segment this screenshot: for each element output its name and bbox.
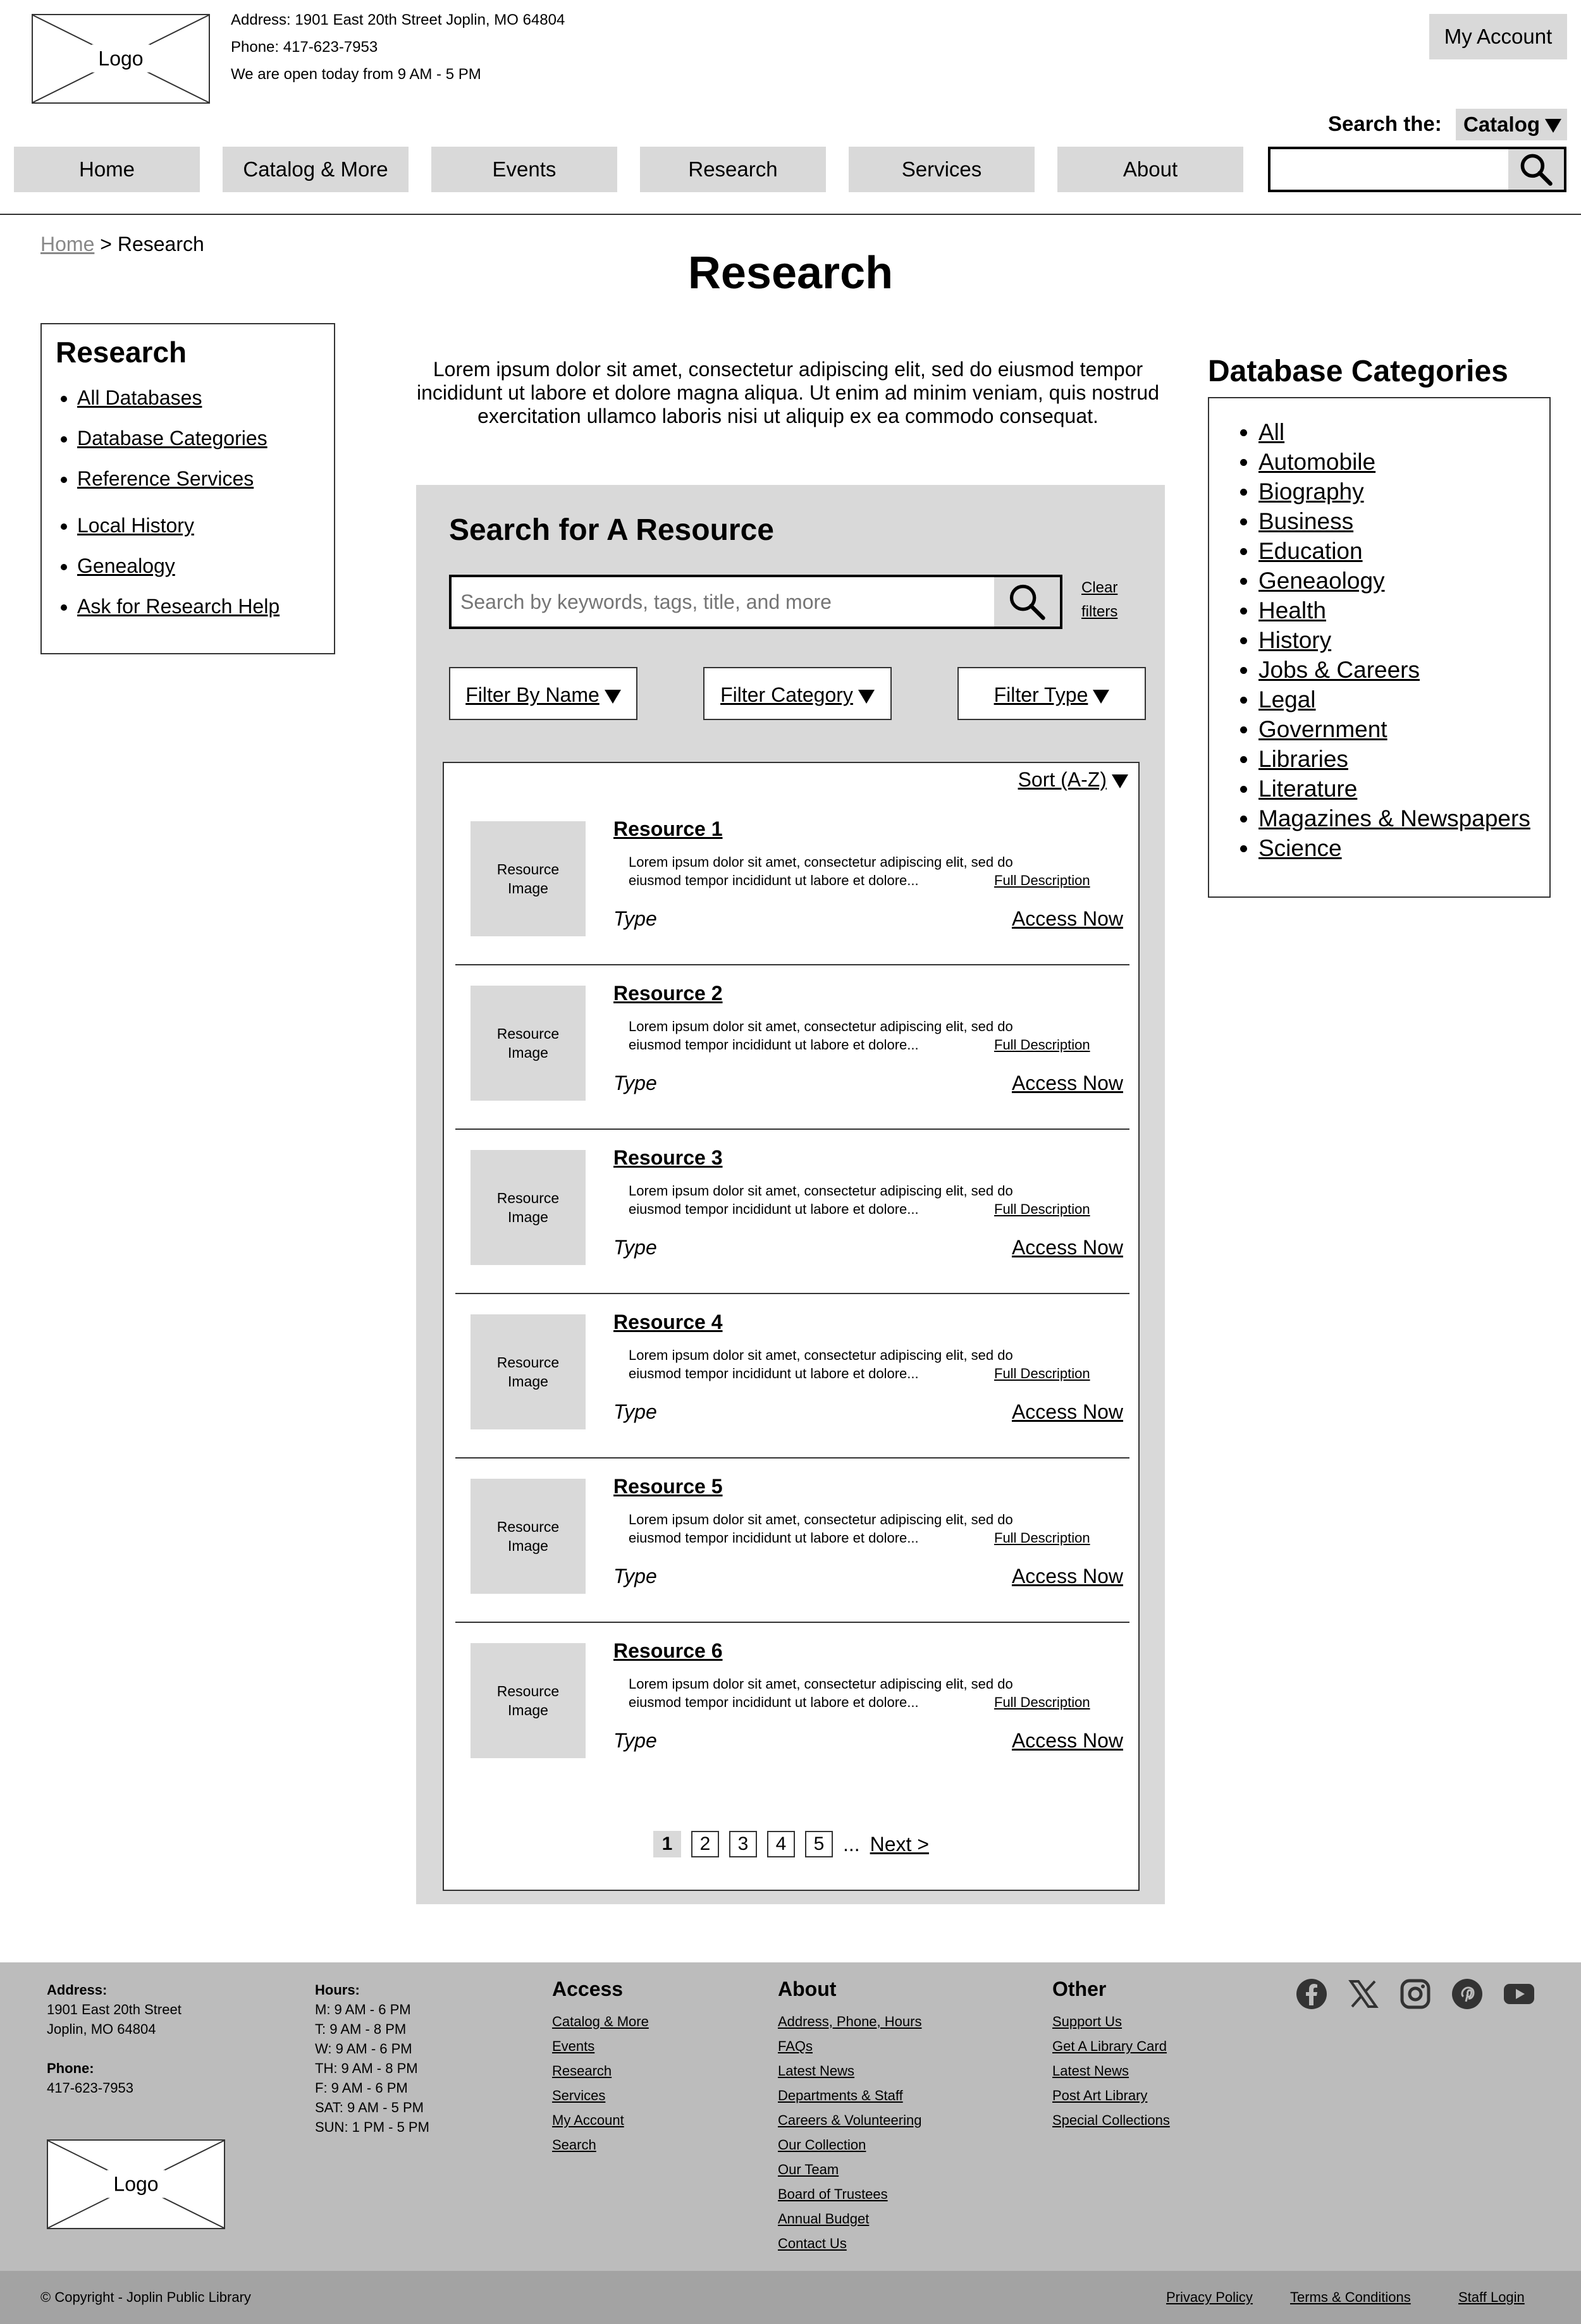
footer-other-links <box>1052 2009 1170 2132</box>
footer-about-title: About <box>778 1978 837 2000</box>
resource-title[interactable]: Resource 1 <box>613 817 723 840</box>
categories-list <box>1236 417 1530 863</box>
footer-hours-row: TH: 9 AM - 8 PM <box>315 2060 418 2076</box>
footer-about-link[interactable]: Annual Budget <box>778 2211 870 2227</box>
search-panel-title: Search for A Resource <box>449 513 774 547</box>
footer-about-link[interactable]: Careers & Volunteering <box>778 2112 922 2128</box>
footer <box>0 1962 1581 2271</box>
resource-type: Type <box>613 907 657 930</box>
resource-desc-line2: eiusmod tempor incididunt ut labore et dolore... <box>629 1366 919 1381</box>
category-link[interactable]: Libraries <box>1258 746 1348 772</box>
category-link[interactable]: Jobs & Careers <box>1258 657 1420 683</box>
header-contact-info <box>231 6 565 88</box>
footer-hours-row: T: 9 AM - 8 PM <box>315 2021 407 2037</box>
footer-about-link[interactable]: Departments & Staff <box>778 2088 903 2103</box>
resource-image-label-1: Resource <box>496 1519 560 1535</box>
sidebar-item-database-categories[interactable]: Database Categories <box>77 427 268 450</box>
clear-filters-line2: filters <box>1081 603 1118 620</box>
x-icon[interactable] <box>1347 1978 1380 2010</box>
resource-desc-line1: Lorem ipsum dolor sit amet, consectetur adipiscing elit, sed do <box>629 854 1013 870</box>
sidebar-item-ask-research-help[interactable]: Ask for Research Help <box>77 595 280 618</box>
access-now-link[interactable]: Access Now <box>1011 1072 1123 1094</box>
category-item <box>1258 447 1530 477</box>
category-link[interactable]: Legal <box>1258 687 1316 712</box>
nav-events[interactable]: Events <box>431 147 617 192</box>
resource-results-list <box>443 762 1140 1891</box>
category-link[interactable]: Health <box>1258 597 1326 623</box>
resource-row <box>444 965 1138 1130</box>
resource-search-input[interactable] <box>452 577 995 627</box>
footer-access-link[interactable]: Research <box>552 2063 612 2079</box>
category-item <box>1258 655 1530 685</box>
header-search-box <box>1268 147 1566 192</box>
footer-address-block <box>47 1980 181 2098</box>
sidebar-item-genealogy[interactable]: Genealogy <box>77 554 175 577</box>
category-link[interactable]: Automobile <box>1258 449 1376 475</box>
footer-phone: 417-623-7953 <box>47 2080 134 2096</box>
pinterest-icon[interactable] <box>1451 1978 1484 2010</box>
resource-search-button[interactable] <box>994 577 1060 627</box>
resource-title[interactable]: Resource 2 <box>613 982 723 1005</box>
footer-hours-block <box>315 1980 429 2137</box>
resource-title[interactable]: Resource 6 <box>613 1639 723 1662</box>
resource-desc-line2: eiusmod tempor incididunt ut labore et dolore... <box>629 1201 919 1217</box>
page-3[interactable]: 3 <box>729 1831 757 1857</box>
category-link[interactable]: Business <box>1258 508 1354 534</box>
pagination-ellipsis: ... <box>842 1832 860 1856</box>
access-now-link[interactable]: Access Now <box>1011 1400 1123 1423</box>
header-logo[interactable] <box>32 14 210 104</box>
category-link[interactable]: Government <box>1258 716 1387 742</box>
filter-category-label: Filter Category <box>720 683 853 706</box>
resource-search-panel <box>416 485 1165 1904</box>
resource-image <box>471 1479 586 1594</box>
category-item <box>1258 804 1530 833</box>
category-item <box>1258 685 1530 714</box>
footer-other-link[interactable]: Support Us <box>1052 2014 1123 2029</box>
resource-type: Type <box>613 1565 657 1587</box>
resource-row <box>444 1459 1138 1623</box>
footer-other-link[interactable]: Special Collections <box>1052 2112 1170 2128</box>
resource-desc-line1: Lorem ipsum dolor sit amet, consectetur adipiscing elit, sed do <box>629 1676 1013 1692</box>
resource-desc-line1: Lorem ipsum dolor sit amet, consectetur adipiscing elit, sed do <box>629 1018 1013 1034</box>
nav-research[interactable]: Research <box>640 147 826 192</box>
header-hours: We are open today from 9 AM - 5 PM <box>231 66 481 83</box>
resource-description <box>629 853 1097 890</box>
header-address: Address: 1901 East 20th Street Joplin, MO 64804 <box>231 11 565 28</box>
search-scope-value: Catalog <box>1463 113 1541 136</box>
resource-image-label-2: Image <box>508 1373 548 1390</box>
footer-access-link[interactable]: Services <box>552 2088 606 2103</box>
categories-box <box>1208 397 1551 898</box>
social-links <box>1295 1978 1535 2010</box>
footer-access-links <box>552 2009 649 2157</box>
clear-filters-link[interactable] <box>1081 576 1117 624</box>
filter-by-name-dropdown[interactable] <box>449 667 637 720</box>
page-title: Research <box>687 248 894 298</box>
page-5[interactable]: 5 <box>805 1831 833 1857</box>
copyright-bar <box>0 2271 1581 2324</box>
footer-hours-row: W: 9 AM - 6 PM <box>315 2041 412 2057</box>
footer-address-label: Address: <box>47 1982 108 1998</box>
category-item <box>1258 417 1530 447</box>
page-1[interactable]: 1 <box>653 1831 681 1857</box>
category-link[interactable]: History <box>1258 627 1332 653</box>
footer-logo[interactable] <box>47 2139 225 2229</box>
search-scope-select[interactable] <box>1456 109 1567 140</box>
resource-description <box>629 1675 1097 1711</box>
search-icon <box>1517 150 1555 188</box>
caret-down-icon <box>605 690 621 704</box>
footer-about-link[interactable]: Address, Phone, Hours <box>778 2014 922 2029</box>
caret-down-icon <box>1093 690 1109 704</box>
sort-label: Sort (A-Z) <box>1018 768 1107 791</box>
search-icon <box>1006 580 1049 623</box>
category-link[interactable]: Biography <box>1258 479 1364 505</box>
next-page-link[interactable]: Next > <box>870 1832 930 1856</box>
footer-hours-row: SAT: 9 AM - 5 PM <box>315 2100 424 2115</box>
logo-text: Logo <box>92 45 149 73</box>
category-item <box>1258 774 1530 804</box>
resource-desc-line1: Lorem ipsum dolor sit amet, consectetur adipiscing elit, sed do <box>629 1183 1013 1199</box>
category-link[interactable]: Literature <box>1258 776 1358 802</box>
breadcrumb-home-link[interactable]: Home <box>40 233 95 255</box>
sidebar-list <box>56 377 328 627</box>
search-scope-label: Search the: <box>1328 112 1442 135</box>
category-item <box>1258 714 1530 744</box>
category-link[interactable]: Education <box>1258 538 1363 564</box>
access-now-link[interactable]: Access Now <box>1011 1565 1123 1587</box>
nav-home[interactable]: Home <box>14 147 200 192</box>
pagination <box>444 1830 1138 1858</box>
resource-type: Type <box>613 1236 657 1259</box>
resource-row <box>444 801 1138 965</box>
resource-title[interactable]: Resource 4 <box>613 1311 723 1333</box>
resource-search-box <box>449 575 1062 629</box>
footer-about-link[interactable]: FAQs <box>778 2038 813 2054</box>
instagram-icon[interactable] <box>1399 1978 1432 2010</box>
nav-services[interactable]: Services <box>849 147 1035 192</box>
category-item <box>1258 566 1530 596</box>
footer-about-link[interactable]: Board of Trustees <box>778 2186 888 2202</box>
resource-image <box>471 1643 586 1758</box>
resource-desc-line2: eiusmod tempor incididunt ut labore et dolore... <box>629 1694 919 1710</box>
footer-about-links <box>778 2009 921 2256</box>
staff-login-link[interactable]: Staff Login <box>1458 2289 1525 2305</box>
resource-title[interactable]: Resource 5 <box>613 1475 723 1498</box>
research-sidebar <box>40 323 335 654</box>
resource-image <box>471 821 586 936</box>
resource-row <box>444 1623 1138 1787</box>
sort-dropdown[interactable] <box>1018 766 1128 793</box>
resource-row <box>444 1294 1138 1459</box>
caret-down-icon <box>1545 119 1561 133</box>
category-link[interactable]: All <box>1258 419 1285 445</box>
resource-image-label-2: Image <box>508 1209 548 1225</box>
sidebar-item-reference-services[interactable]: Reference Services <box>77 467 254 490</box>
resource-image-label-1: Resource <box>496 1683 560 1699</box>
resource-description <box>629 1017 1097 1054</box>
resource-desc-line1: Lorem ipsum dolor sit amet, consectetur adipiscing elit, sed do <box>629 1347 1013 1363</box>
sidebar-title: Research <box>56 336 187 369</box>
footer-about-link[interactable]: Contact Us <box>778 2235 847 2251</box>
resource-row <box>444 1130 1138 1294</box>
sidebar-item-all-databases[interactable]: All Databases <box>77 386 202 409</box>
resource-image-label-2: Image <box>508 1702 548 1718</box>
resource-image-label-2: Image <box>508 1044 548 1061</box>
footer-phone-label: Phone: <box>47 2060 94 2076</box>
full-description-link[interactable]: Full Description <box>994 1366 1090 1381</box>
footer-hours-row: SUN: 1 PM - 5 PM <box>315 2119 429 2135</box>
clear-filters-line1: Clear <box>1081 579 1118 596</box>
category-item <box>1258 833 1530 863</box>
privacy-policy-link[interactable]: Privacy Policy <box>1166 2289 1253 2305</box>
footer-hours-row: M: 9 AM - 6 PM <box>315 2002 411 2017</box>
full-description-link[interactable]: Full Description <box>994 872 1090 888</box>
nav-about[interactable]: About <box>1057 147 1243 192</box>
resource-image <box>471 1150 586 1265</box>
footer-logo-text: Logo <box>107 2170 164 2198</box>
resource-description <box>629 1346 1097 1383</box>
category-item <box>1258 596 1530 625</box>
resource-desc-line1: Lorem ipsum dolor sit amet, consectetur adipiscing elit, sed do <box>629 1512 1013 1527</box>
footer-other-link[interactable]: Post Art Library <box>1052 2088 1148 2103</box>
access-now-link[interactable]: Access Now <box>1011 907 1123 930</box>
category-link[interactable]: Magazines & Newspapers <box>1258 805 1530 831</box>
resource-type: Type <box>613 1072 657 1094</box>
footer-access-link[interactable]: Search <box>552 2137 596 2153</box>
resource-image-label-2: Image <box>508 1538 548 1554</box>
header-search-input[interactable] <box>1270 149 1511 190</box>
footer-access-link[interactable]: Catalog & More <box>552 2014 649 2029</box>
resource-image <box>471 986 586 1101</box>
resource-image <box>471 1314 586 1429</box>
filter-type-label: Filter Type <box>994 683 1088 706</box>
category-item <box>1258 477 1530 506</box>
page-2[interactable]: 2 <box>691 1831 719 1857</box>
full-description-link[interactable]: Full Description <box>994 1201 1090 1217</box>
header-divider <box>0 214 1581 215</box>
footer-hours-row: F: 9 AM - 6 PM <box>315 2080 408 2096</box>
resource-type: Type <box>613 1400 657 1423</box>
footer-about-link[interactable]: Latest News <box>778 2063 855 2079</box>
footer-access-link[interactable]: My Account <box>552 2112 624 2128</box>
footer-address-line1: 1901 East 20th Street <box>47 2002 181 2017</box>
resource-description <box>629 1182 1097 1218</box>
nav-catalog-more[interactable]: Catalog & More <box>223 147 409 192</box>
breadcrumb-separator: > <box>100 233 112 255</box>
resource-description <box>629 1510 1097 1547</box>
resource-image-label-1: Resource <box>496 1190 560 1206</box>
full-description-link[interactable]: Full Description <box>994 1694 1090 1710</box>
footer-other-title: Other <box>1052 1978 1107 2000</box>
breadcrumb-current: Research <box>117 233 204 255</box>
category-item <box>1258 625 1530 655</box>
full-description-link[interactable]: Full Description <box>994 1037 1090 1053</box>
category-link[interactable]: Science <box>1258 835 1342 861</box>
resource-desc-line2: eiusmod tempor incididunt ut labore et dolore... <box>629 1530 919 1546</box>
header-search-button[interactable] <box>1508 149 1564 190</box>
copyright-text: © Copyright - Joplin Public Library <box>40 2289 251 2305</box>
resource-image-label-2: Image <box>508 880 548 896</box>
caret-down-icon <box>1112 774 1128 788</box>
category-item <box>1258 744 1530 774</box>
filter-by-name-label: Filter By Name <box>465 683 600 706</box>
resource-title[interactable]: Resource 3 <box>613 1146 723 1169</box>
youtube-icon[interactable] <box>1503 1978 1535 2010</box>
resource-image-label-1: Resource <box>496 1354 560 1371</box>
sidebar-item-local-history[interactable]: Local History <box>77 514 194 537</box>
resource-desc-line2: eiusmod tempor incididunt ut labore et dolore... <box>629 1037 919 1053</box>
footer-other-link[interactable]: Get A Library Card <box>1052 2038 1167 2054</box>
footer-about-link[interactable]: Our Collection <box>778 2137 866 2153</box>
footer-access-title: Access <box>552 1978 624 2000</box>
footer-about-link[interactable]: Our Team <box>778 2162 839 2177</box>
terms-conditions-link[interactable]: Terms & Conditions <box>1290 2289 1411 2305</box>
footer-address-line2: Joplin, MO 64804 <box>47 2021 156 2037</box>
resource-image-label-1: Resource <box>496 1025 560 1042</box>
access-now-link[interactable]: Access Now <box>1011 1236 1123 1259</box>
my-account-button[interactable]: My Account <box>1429 14 1567 59</box>
categories-title: Database Categories <box>1208 355 1508 388</box>
filter-type-dropdown[interactable] <box>957 667 1146 720</box>
intro-text: Lorem ipsum dolor sit amet, consectetur adipiscing elit, sed do eiusmod tempor incididunt ut labore et dolore magna aliqua. Ut enim ad minim veniam, quis nostrud exercitation ullamco laboris nisi ut aliquip ex ea commodo consequat. <box>417 358 1159 427</box>
resource-image-label-1: Resource <box>496 861 560 878</box>
filter-category-dropdown[interactable] <box>703 667 892 720</box>
access-now-link[interactable]: Access Now <box>1011 1729 1123 1752</box>
footer-access-link[interactable]: Events <box>552 2038 595 2054</box>
category-item <box>1258 506 1530 536</box>
resource-desc-line2: eiusmod tempor incididunt ut labore et dolore... <box>629 872 919 888</box>
facebook-icon[interactable] <box>1295 1978 1328 2010</box>
caret-down-icon <box>858 690 875 704</box>
full-description-link[interactable]: Full Description <box>994 1530 1090 1546</box>
resource-type: Type <box>613 1729 657 1752</box>
footer-hours-label: Hours: <box>315 1982 360 1998</box>
category-link[interactable]: Geneaology <box>1258 568 1385 594</box>
category-item <box>1258 536 1530 566</box>
header-phone: Phone: 417-623-7953 <box>231 39 378 56</box>
footer-other-link[interactable]: Latest News <box>1052 2063 1129 2079</box>
page-4[interactable]: 4 <box>767 1831 795 1857</box>
